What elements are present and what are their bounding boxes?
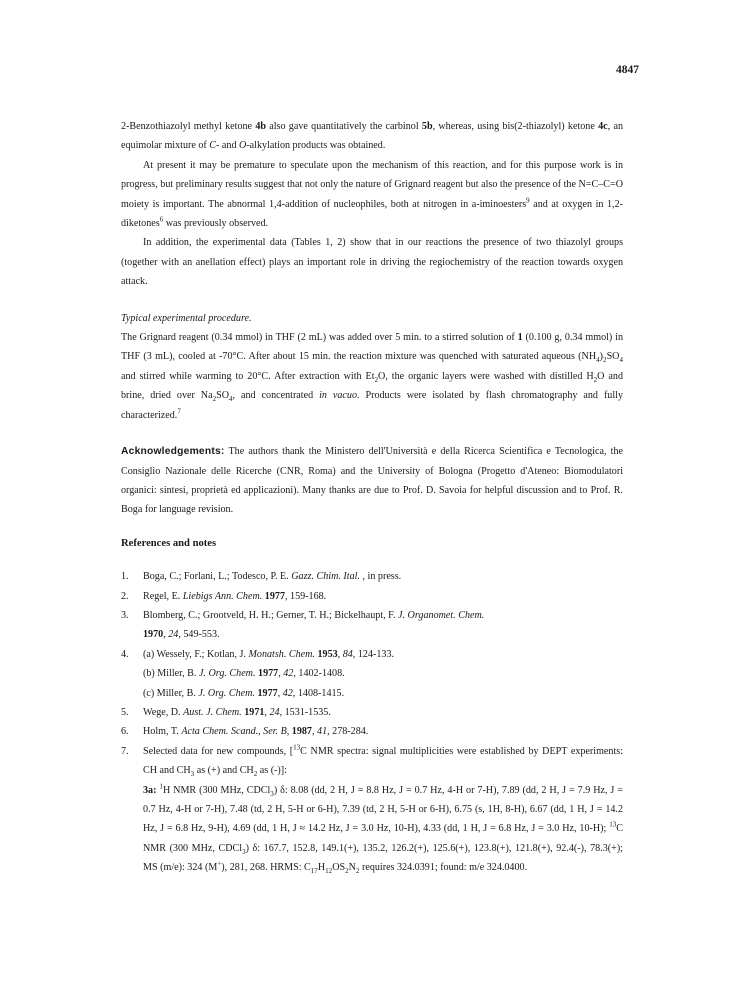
- volume: 84: [342, 648, 353, 660]
- reference-number: 6.: [121, 726, 129, 738]
- text-run: ) δ: 8.08 (dd, 2 H, J = 8.8 Hz, J = 0.7 Hz, 4-H or 7-H), 7.89 (dd, 2 H, J = 7.9 Hz, J = 0.7 Hz, 4-H or 7-H), 7.48 (td, 2 H, 5-H or 6-H), 7.39 (td, 2 H, 5-H or 6-H), 6.75 (s, 1H, 8-H), 6.67 (dd, 1 H, J = 14.2 Hz, J = 6.8 Hz, 9-H), 4.69 (dd, 1 H, J ≈ 14.2 Hz, J = 3.0 Hz, 10-H), 4.33 (dd, 1 H, J = 6.8 Hz, J = 3.0 Hz, 10-H);: [143, 784, 623, 835]
- text-run: , 549-553.: [178, 629, 220, 641]
- text-run: , 278-284.: [327, 726, 369, 738]
- year: 1977: [258, 668, 279, 680]
- text-run: ,: [337, 648, 343, 660]
- year: 1977: [264, 590, 285, 602]
- year: 1971: [244, 706, 265, 718]
- subscript: 4: [619, 356, 623, 365]
- citation-marker: 9: [526, 196, 530, 205]
- compound-label: 4b: [255, 121, 266, 132]
- text-run: O: [239, 140, 247, 152]
- text-run: as (+) and CH: [194, 765, 254, 777]
- subscript: 2: [603, 356, 607, 365]
- superscript: 1: [159, 782, 163, 791]
- text-run: H: [317, 862, 326, 874]
- subscript: 2: [212, 395, 217, 404]
- text-run: . Products were isolated by flash chromatography and fully characterized.: [121, 390, 624, 421]
- subscript: 3: [242, 847, 246, 856]
- spacer: [121, 553, 623, 567]
- year: 1977: [257, 687, 278, 699]
- volume: 24: [269, 706, 280, 718]
- text-run: , 124-133.: [352, 648, 395, 660]
- year: 1970: [143, 629, 164, 641]
- citation-marker: 7: [177, 407, 181, 416]
- compound-label: 5b: [421, 121, 433, 132]
- journal-name: Aust. J. Chem.: [183, 706, 242, 718]
- subscript: 12: [325, 867, 333, 876]
- text-run: The authors thank the Ministero dell'Università e della Ricerca Scientifica e Tecnologica, the Consiglio Nazionale delle Ricerche (CNR, Roma) and the University of Bologna (Progetto d'Ateneo: Biomodulatori organici: sintesi, proprietà ed applicazioni). Many thanks are due to Prof. D. Savoia for helpful discussion and to Prof. R. Boga for language revision.: [121, 446, 623, 516]
- subscript: 4: [229, 395, 233, 404]
- text-run: requires 324.0391; found: m/e 324.0400.: [359, 862, 528, 874]
- text-run: , and concentrated: [232, 390, 320, 402]
- volume: 41: [317, 726, 328, 738]
- text-run: N: [348, 862, 356, 874]
- text-run: , an equimolar mixture of: [121, 121, 623, 152]
- text-run: Wege, D.: [143, 706, 184, 718]
- text-run: , 1408-1415.: [292, 687, 345, 699]
- reference-item: [121, 567, 623, 586]
- text-run: -alkylation products was obtained.: [246, 140, 386, 152]
- spacer: [121, 425, 623, 442]
- reference-text: [143, 587, 623, 606]
- text-run: ,: [264, 706, 270, 718]
- citation-marker: 6: [159, 215, 164, 224]
- reference-item: [121, 722, 623, 741]
- text-run: ), 281, 268. HRMS: C: [221, 862, 311, 874]
- compound-label: 4c: [598, 121, 608, 132]
- subscript: 17: [310, 867, 318, 876]
- text-run: and at oxygen in 1,2-diketones: [121, 198, 623, 230]
- compound-label: 3a:: [143, 784, 157, 796]
- superscript: 13: [609, 821, 617, 830]
- text-run: as (-)]:: [257, 765, 287, 777]
- text-run: Selected data for new compounds, [: [143, 745, 294, 757]
- text-run: Boga, C.; Forlani, L.; Todesco, P. E.: [143, 571, 292, 583]
- text-run: 2-Benzothiazolyl methyl ketone: [121, 121, 256, 132]
- journal-name: J. Org. Chem.: [198, 668, 256, 680]
- compound-label: 1: [517, 332, 523, 344]
- text-run: Regel, E.: [143, 590, 183, 602]
- year: 1987: [291, 726, 312, 738]
- text-run: O, the organic layers were washed with distilled H: [378, 370, 594, 382]
- text-run: (c) Miller, B.: [143, 687, 199, 699]
- reference-item: [121, 742, 623, 878]
- reference-text: [143, 567, 623, 586]
- text-run: and stirred while warming to 20°C. After extraction with Et: [121, 370, 375, 382]
- text-run: C NMR (300 MHz, CDCl: [143, 823, 623, 854]
- text-run: ,: [286, 726, 292, 738]
- page-number: 4847: [616, 64, 639, 76]
- journal-name: Liebigs Ann. Chem.: [182, 590, 263, 602]
- reference-text: [143, 703, 623, 722]
- text-run: , 1531-1535.: [279, 706, 331, 718]
- subscript: 2: [374, 375, 379, 384]
- subscript: 2: [593, 375, 598, 384]
- reference-item: [121, 587, 623, 606]
- reference-text: [143, 645, 623, 703]
- text-run: ,: [163, 629, 169, 641]
- text-run: , in press.: [359, 571, 402, 583]
- journal-name: J. Organomet. Chem.: [398, 609, 485, 621]
- reference-text: [143, 606, 623, 645]
- text-run: (a) Wessely, F.; Kotlan, J.: [143, 648, 249, 660]
- reference-number: 2.: [121, 590, 129, 602]
- text-run: ): [599, 351, 604, 363]
- year: 1953: [317, 648, 338, 660]
- subscript: 2: [355, 867, 360, 876]
- text-run: in vacuo: [319, 390, 357, 402]
- acknowledgements-heading: Acknowledgements:: [121, 446, 225, 458]
- journal-name: J. Org. Chem.: [198, 687, 255, 699]
- superscript: 13: [293, 743, 301, 752]
- reference-number: 3.: [121, 609, 129, 621]
- subscript: 3: [190, 770, 195, 779]
- subscript: 2: [345, 867, 349, 876]
- paragraph-mechanism: [121, 156, 623, 234]
- text-run: C NMR spectra: signal multiplicities were established by DEPT experiments: CH and CH: [143, 745, 623, 777]
- subscript: 2: [253, 770, 258, 779]
- reference-item: [121, 703, 623, 722]
- text-run: , 1402-1408.: [293, 668, 345, 680]
- superscript: +: [217, 859, 222, 868]
- text-run: The Grignard reagent (0.34 mmol) in THF (2 mL) was added over 5 min. to a stirred solution of: [121, 332, 518, 344]
- paragraph-procedure: [121, 328, 623, 425]
- reference-item: [121, 645, 623, 703]
- text-run: SO: [216, 390, 230, 402]
- text-run: SO: [606, 351, 620, 363]
- text-run: O and brine, dried over Na: [121, 370, 623, 402]
- text-run: ) δ: 167.7, 152.8, 149.1(+), 135.2, 126.2(+), 125.6(+), 123.8(+), 121.8(+), 92.4(-), 78.3(+); MS (m/e): 324 (M: [143, 842, 623, 874]
- reference-text: [143, 722, 623, 741]
- journal-name: Gazz. Chim. Ital.: [291, 571, 360, 583]
- subscript: 3: [270, 789, 274, 798]
- procedure-heading: Typical experimental procedure.: [121, 312, 252, 324]
- spacer: [121, 520, 623, 534]
- volume: 42: [282, 687, 293, 699]
- paragraph-experimental-data: In addition, the experimental data (Tables 1, 2) show that in our reactions the presence of two thiazolyl groups (together with an anellation effect) plays an important role in driving the regiochemistry of the reaction towards oxygen attack.: [121, 237, 623, 288]
- text-run: (0.100 g, 0.34 mmol) in THF (3 mL), cooled at -70°C. After about 15 min. the reaction mixture was quenched with saturated aqueous (NH: [121, 332, 623, 363]
- text-run: C-: [209, 140, 220, 152]
- text-run: was previously observed.: [163, 218, 269, 230]
- text-run: , 159-168.: [284, 590, 327, 602]
- paragraph-results: [121, 117, 623, 156]
- journal-name: Monatsh. Chem.: [248, 648, 315, 660]
- spacer: [121, 292, 623, 309]
- paragraph-acknowledgements: [121, 442, 623, 520]
- text-run: , whereas, using bis(2-thiazolyl) ketone: [432, 121, 599, 132]
- reference-number: 7.: [121, 745, 129, 757]
- journal-name: Acta Chem. Scand., Ser. B: [181, 726, 287, 738]
- references-heading: References and notes: [121, 537, 217, 549]
- reference-item: [121, 606, 623, 645]
- volume: 24: [168, 629, 179, 641]
- text-run: ,: [311, 726, 318, 738]
- text-run: Blomberg, C.; Grootveld, H. H.; Gerner, T. H.; Bickelhaupt, F.: [143, 609, 399, 621]
- text-run: H NMR (300 MHz, CDCl: [162, 784, 271, 796]
- references-list: [121, 567, 623, 878]
- article-body: [121, 117, 623, 878]
- text-run: also gave quantitatively the carbinol: [265, 121, 422, 132]
- text-run: OS: [332, 862, 346, 874]
- subscript: 4: [596, 356, 600, 365]
- text-run: and: [219, 140, 240, 152]
- text-run: ,: [277, 687, 283, 699]
- reference-number: 4.: [121, 648, 129, 660]
- text-run: ,: [278, 668, 284, 680]
- reference-number: 5.: [121, 706, 129, 718]
- volume: 42: [283, 668, 294, 680]
- reference-text: [143, 742, 623, 878]
- reference-number: 1.: [121, 571, 129, 583]
- text-run: At present it may be premature to speculate upon the mechanism of this reaction, and for this purpose work is in progress, but preliminary results suggest that not only the nature of Grignard reagent but also the presence of the N=C–C=O moiety is important. The abnormal 1,4-addition of nucleophiles, both at nitrogen in a-iminoesters: [121, 159, 623, 210]
- text-run: Holm, T.: [143, 726, 182, 738]
- text-run: (b) Miller, B.: [143, 668, 199, 680]
